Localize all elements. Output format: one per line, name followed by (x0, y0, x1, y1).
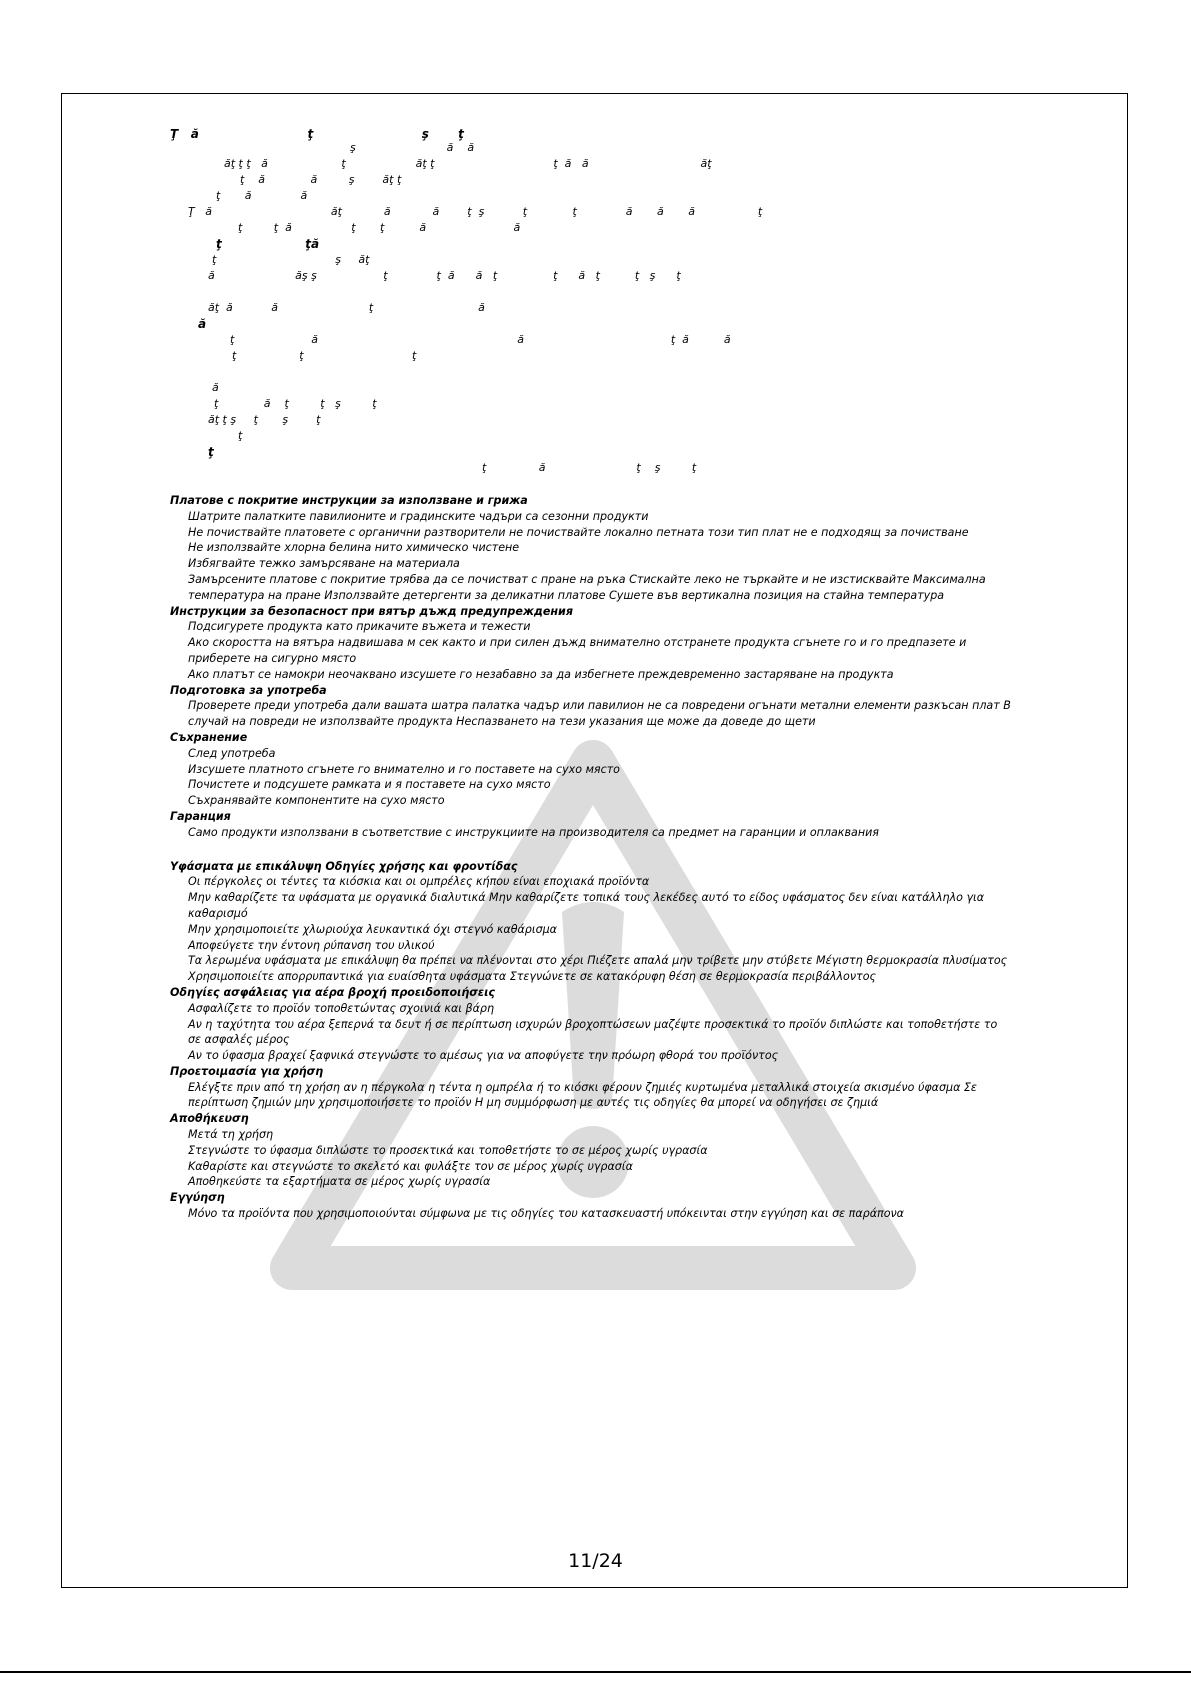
instruction-line: Ако скоростта на вятъра надвишава м сек както и при силен дъжд внимателно отстранете продукта сгънете го и го предпазете и (188, 636, 967, 650)
residue-line: Ţ ă ţ ş ţ (170, 127, 464, 141)
residue-line: Ţ ă ăţ ă ă ţ ş ţ ţ ă ă ă ţ (188, 205, 763, 218)
instruction-line: Само продукти използвани в съответствие с инструкциите на производителя са предмет на гаранции и оплаквания (188, 825, 879, 839)
instruction-line: Избягвайте тежко замърсяване на материала (188, 557, 460, 571)
section-heading: Съхранение (170, 730, 248, 744)
residue-line: ţ ă ţ ş ţ (482, 461, 697, 474)
section-heading: Προετοιμασία για χρήση (170, 1064, 324, 1078)
instruction-line: Ако платът се намокри неочаквано изсушете го незабавно за да избегнете преждевременно застаряване на продукта (188, 667, 894, 681)
section-heading: Αποθήκευση (170, 1112, 249, 1126)
residue-line: ţ ă ă (216, 189, 308, 202)
instruction-line: Ασφαλίζετε το προϊόν τοποθετώντας σχοινιά και βάρη (188, 1001, 495, 1015)
instruction-line: Αποθηκεύστε τα εξαρτήματα σε μέρος χωρίς υγρασία (188, 1175, 491, 1189)
section-heading: Гаранция (170, 809, 231, 823)
instruction-line: Στεγνώστε το ύφασμα διπλώστε το προσεκτικά και τοποθετήστε το σε μέρος χωρίς υγρασία (188, 1143, 708, 1157)
instruction-line: Съхранявайте компонентите на сухо място (188, 794, 445, 808)
section-heading: Οδηγίες ασφάλειας για αέρα βροχή προειδοποιήσεις (170, 985, 495, 999)
instruction-line: Шатрите палатките павилионите и градинските чадъри са сезонни продукти (188, 509, 649, 523)
instruction-line: Не почиствайте платовете с органични разтворители не почиствайте локално петната този тип плат не е подходящ за почистване (188, 525, 969, 539)
section-heading: Инструкции за безопасност при вятър дъжд предупреждения (170, 604, 573, 618)
residue-line: ăţ ţ ş ţ ş ţ (208, 413, 321, 426)
instruction-line: Подсигурете продукта като прикачите въжета и тежести (188, 620, 531, 634)
residue-line: ţ ţ ă ţ ţ ă ă (238, 221, 521, 234)
section-heading: Платове с покритие инструкции за използване и грижа (170, 494, 528, 507)
instruction-line: Χρησιμοποιείτε απορρυπαντικά για ευαίσθητα υφάσματα Στεγνώνετε σε κατακόρυφη θέση σε θερμοκρασία περιβάλλοντος (188, 970, 876, 984)
instruction-line: Не използвайте хлорна белина нито химическо чистене (188, 541, 520, 555)
instruction-line: καθαρισμό (188, 906, 248, 920)
instruction-line: Μετά τη χρήση (188, 1128, 274, 1142)
romanian-garbled-block (170, 128, 1050, 486)
residue-line: ăţ ţ ţ ă ţ ăţ ţ ţ ă ă ăţ (224, 157, 712, 170)
residue-line: ă (198, 317, 207, 331)
instruction-line: приберете на сигурно място (188, 651, 357, 665)
residue-line: ă ăş ş ţ ţ ă ă ţ ţ ă ţ ţ ş ţ (208, 269, 681, 282)
instruction-line: Οι πέργκολες οι τέντες τα κιόσκια και οι ομπρέλες κήπου είναι εποχιακά προϊόντα (188, 875, 650, 889)
instruction-line: Проверете преди употреба дали вашата шатра палатка чадър или павилион не са повредени огънати метални елементи разкъсан плат В (188, 699, 1011, 713)
instruction-line: Αν το ύφασμα βραχεί ξαφνικά στεγνώστε το αμέσως για να αποφύγετε την πρόωρη φθορά του προϊόντος (188, 1049, 779, 1063)
residue-line: ţ ţ ţ (232, 349, 417, 362)
residue-line: ş ă ă (350, 141, 475, 154)
instruction-line: След употреба (188, 746, 276, 760)
residue-line: ţ ă ţ ţ ş ţ (214, 397, 377, 410)
bottom-rule (0, 1671, 1191, 1673)
instruction-line: Замърсените платове с покритие трябва да се почистват с пране на ръка Стискайте леко не търкайте и не изстисквайте Максимална (188, 572, 986, 586)
instruction-line: σε ασφαλές μέρος (188, 1033, 290, 1047)
page-number: 11/24 (568, 1550, 623, 1572)
instruction-line: Αποφεύγετε την έντονη ρύπανση του υλικού (188, 938, 435, 952)
section-heading: Подготовка за употреба (170, 683, 327, 697)
residue-line: ţ (208, 445, 214, 459)
instruction-line: Μόνο τα προϊόντα που χρησιμοποιούνται σύμφωνα με τις οδηγίες του κατασκευαστή υπόκεινται στην εγγύηση και σε παράπονα (188, 1207, 904, 1221)
greek-instructions (170, 859, 1050, 1222)
instruction-line: Μην καθαρίζετε τα υφάσματα με οργανικά διαλυτικά Μην καθαρίζετε τοπικά τους λεκέδες αυτό το είδος υφάσματος δεν είναι κατάλληλο για (188, 891, 985, 905)
instruction-line: температура на пране Използвайте детергенти за деликатни платове Сушете във вертикална позиция на стайна температура (188, 588, 945, 602)
residue-line: ăţ ă ă ţ ă (208, 301, 485, 314)
document-body (170, 128, 1050, 1222)
instruction-line: Ελέγξτε πριν από τη χρήση αν η πέργκολα η τέντα η ομπρέλα ή το κιόσκι φέρουν ζημιές κυρτωμένα μεταλλικά στοιχεία σκισμένο ύφασμα Σε (188, 1080, 977, 1094)
instruction-line: Αν η ταχύτητα του αέρα ξεπερνά τα δευτ ή σε περίπτωση ισχυρών βροχοπτώσεων μαζέψτε προσεκτικά το προϊόν διπλώστε και τοποθετήστε το (188, 1017, 998, 1031)
section-heading: Εγγύηση (170, 1191, 225, 1205)
residue-line: ţ ş ăţ (212, 253, 370, 266)
residue-line: ţ (238, 429, 243, 442)
instruction-line: Почистете и подсушете рамката и я поставете на сухо място (188, 778, 551, 792)
instruction-line: случай на повреди не използвайте продукта Неспазването на тези указания ще може да доведе до щети (188, 715, 816, 729)
residue-line: ţ ţă (216, 237, 320, 251)
residue-line: ţ ă ă ţ ă ă (230, 333, 731, 346)
section-heading: Υφάσματα με επικάλυψη Οδηγίες χρήσης και φροντίδας (170, 859, 518, 873)
residue-line: ă (212, 381, 219, 394)
instruction-line: Καθαρίστε και στεγνώστε το σκελετό και φυλάξτε τον σε μέρος χωρίς υγρασία (188, 1159, 633, 1173)
bulgarian-instructions (170, 493, 1050, 841)
instruction-line: Μην χρησιμοποιείτε χλωριούχα λευκαντικά όχι στεγνό καθάρισμα (188, 922, 557, 936)
instruction-line: περίπτωση ζημιών μην χρησιμοποιήσετε το προϊόν Η μη συμμόρφωση με αυτές τις οδηγίες θα μπορεί να οδηγήσει σε ζημιά (188, 1096, 879, 1110)
instruction-line: Изсушете платното сгънете го внимателно и го поставете на сухо място (188, 762, 620, 776)
residue-line: ţ ă ă ş ăţ ţ (240, 173, 402, 186)
instruction-line: Τα λερωμένα υφάσματα με επικάλυψη θα πρέπει να πλένονται στο χέρι Πιέζετε απαλά μην τρίβετε μην στύβετε Μέγιστη θερμοκρασία πλυσίματος (188, 954, 1008, 968)
